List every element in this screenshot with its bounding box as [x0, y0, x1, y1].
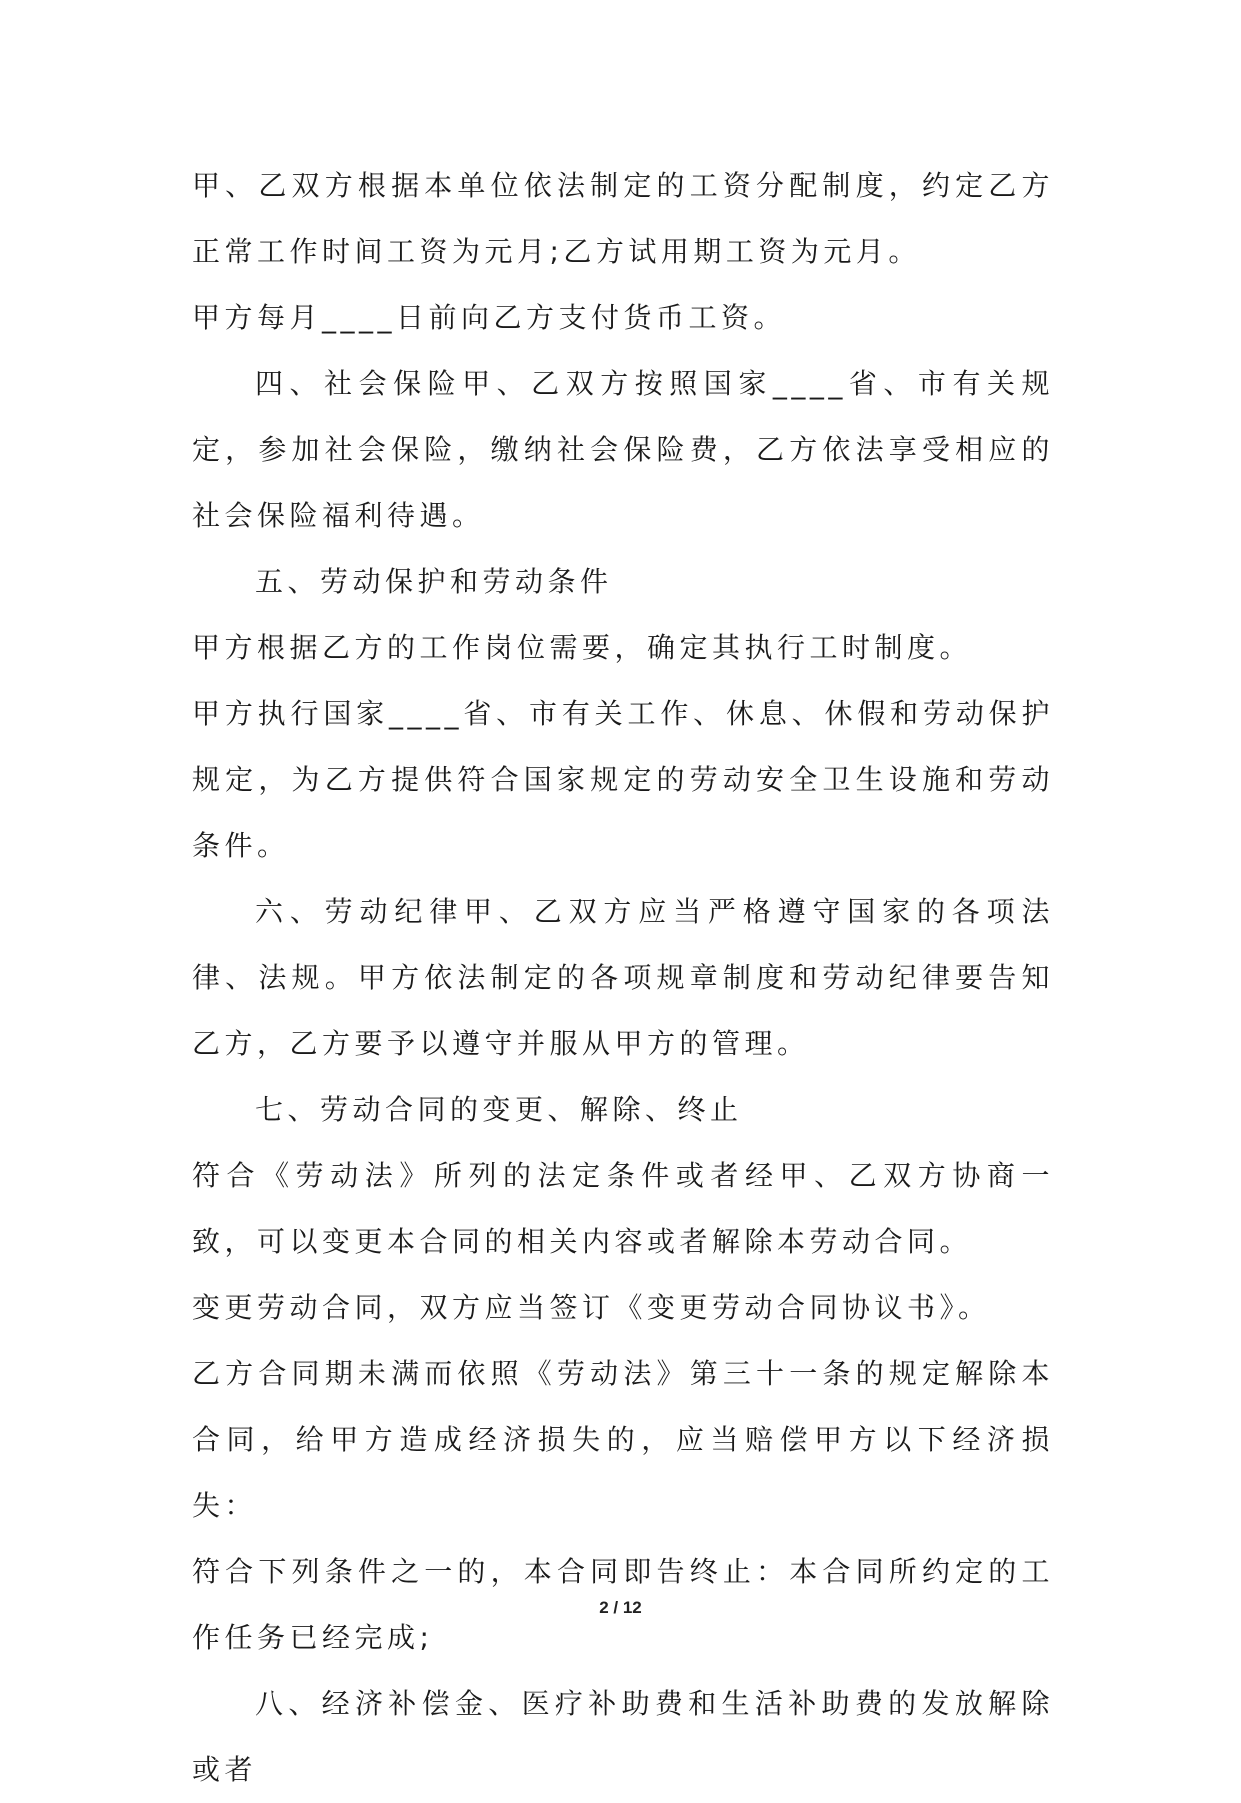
section-heading-7: 七、劳动合同的变更、解除、终止: [255, 1093, 743, 1126]
paragraph-7: 六、劳动纪律甲、乙双方应当严格遵守国家的各项法律、法规。甲方依法制定的各项规章制度和劳动纪律要告知乙方，乙方要予以遵守并服从甲方的管理。: [192, 895, 1054, 1060]
paragraph-9: 符合《劳动法》所列的法定条件或者经甲、乙双方协商一致，可以变更本合同的相关内容或者解除本劳动合同。: [192, 1159, 1054, 1258]
section-heading-5: 五、劳动保护和劳动条件: [255, 565, 613, 598]
paragraph-5: 甲方根据乙方的工作岗位需要，确定其执行工时制度。: [192, 631, 973, 664]
contract-body: [192, 153, 1054, 1803]
paragraph-1: 甲、乙双方根据本单位依法制定的工资分配制度，约定乙方正常工作时间工资为元月;乙方试用期工资为元月。: [192, 169, 1054, 268]
paragraph-11: 乙方合同期未满而依照《劳动法》第三十一条的规定解除本合同，给甲方造成经济损失的，应当赔偿甲方以下经济损失：: [192, 1357, 1054, 1522]
paragraph-12: 符合下列条件之一的，本合同即告终止：本合同所约定的工作任务已经完成;: [192, 1555, 1054, 1654]
paragraph-3: 四、社会保险甲、乙双方按照国家____省、市有关规定，参加社会保险，缴纳社会保险费，乙方依法享受相应的社会保险福利待遇。: [192, 367, 1054, 532]
paragraph-2: 甲方每月____日前向乙方支付货币工资。: [192, 301, 787, 334]
page-number: 2 / 12: [599, 1598, 642, 1617]
paragraph-13: 八、经济补偿金、医疗补助费和生活补助费的发放解除或者: [192, 1687, 1054, 1786]
paragraph-10: 变更劳动合同，双方应当签订《变更劳动合同协议书》。: [192, 1291, 991, 1324]
paragraph-6: 甲方执行国家____省、市有关工作、休息、休假和劳动保护规定，为乙方提供符合国家规定的劳动安全卫生设施和劳动条件。: [192, 697, 1054, 862]
